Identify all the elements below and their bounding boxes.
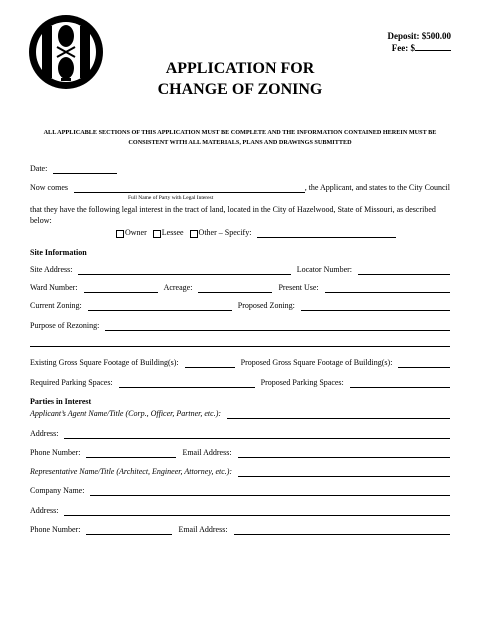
- other-label: Other – Specify:: [198, 228, 252, 237]
- ward-number-label: Ward Number:: [30, 283, 78, 292]
- interest-text: that they have the following legal interest in the tract of land, located in the City of Hazelwood, State of Missouri, as described below:: [30, 205, 436, 225]
- title-line-1: APPLICATION FOR: [165, 60, 315, 77]
- representative-email-label: Email Address:: [178, 525, 228, 534]
- representative-field[interactable]: [238, 468, 450, 477]
- lessee-checkbox[interactable]: [153, 230, 161, 238]
- date-field[interactable]: [53, 165, 117, 174]
- present-use-field[interactable]: [325, 284, 450, 293]
- current-zoning-field[interactable]: [88, 302, 232, 311]
- site-address-label: Site Address:: [30, 265, 73, 274]
- agent-phone-label: Phone Number:: [30, 448, 81, 457]
- purpose-field-line-2[interactable]: [30, 338, 450, 347]
- owner-label: Owner: [125, 228, 147, 237]
- agent-address-label: Address:: [30, 429, 59, 438]
- representative-email-field[interactable]: [234, 526, 450, 535]
- required-parking-label: Required Parking Spaces:: [30, 378, 113, 387]
- representative-phone-field[interactable]: [86, 526, 172, 535]
- agent-email-label: Email Address:: [182, 448, 232, 457]
- proposed-gsf-label: Proposed Gross Square Footage of Building(s):: [240, 358, 393, 367]
- date-label: Date:: [30, 164, 48, 173]
- lessee-label: Lessee: [161, 228, 184, 237]
- present-use-label: Present Use:: [278, 283, 319, 292]
- notice-text: ALL APPLICABLE SECTIONS OF THIS APPLICATION MUST BE COMPLETE AND THE INFORMATION CONTAINED HEREIN MUST BE CONSISTENT WITH ALL MATERIALS, PLANS AND DRAWINGS SUBMITTED: [43, 129, 437, 146]
- proposed-parking-field[interactable]: [350, 379, 450, 388]
- parties-heading: Parties in Interest: [30, 397, 92, 406]
- representative-address-label: Address:: [30, 506, 59, 515]
- acreage-label: Acreage:: [163, 283, 193, 292]
- existing-gsf-field[interactable]: [185, 359, 235, 368]
- proposed-gsf-field[interactable]: [398, 359, 450, 368]
- agent-phone-field[interactable]: [86, 449, 176, 458]
- party-name-field[interactable]: [74, 184, 305, 193]
- owner-checkbox[interactable]: [116, 230, 124, 238]
- ward-number-field[interactable]: [84, 284, 158, 293]
- locator-number-label: Locator Number:: [296, 265, 352, 274]
- acreage-field[interactable]: [198, 284, 272, 293]
- agent-label: Applicant’s Agent Name/Title (Corp., Officer, Partner, etc.):: [30, 409, 222, 418]
- proposed-zoning-label: Proposed Zoning:: [237, 301, 295, 310]
- applicant-suffix: , the Applicant, and states to the City Council: [304, 183, 450, 192]
- other-specify-field[interactable]: [257, 229, 396, 238]
- party-caption: Full Name of Party with Legal Interest: [128, 195, 214, 201]
- fee-label: Fee: $: [391, 43, 415, 53]
- fee-field[interactable]: [415, 42, 451, 51]
- agent-address-field[interactable]: [64, 430, 450, 439]
- locator-number-field[interactable]: [358, 266, 450, 275]
- agent-email-field[interactable]: [238, 449, 450, 458]
- proposed-zoning-field[interactable]: [301, 302, 450, 311]
- representative-address-field[interactable]: [64, 507, 450, 516]
- required-parking-field[interactable]: [119, 379, 255, 388]
- site-address-field[interactable]: [78, 266, 290, 275]
- title-line-2: CHANGE OF ZONING: [157, 81, 323, 98]
- company-name-field[interactable]: [90, 487, 450, 496]
- now-comes-label: Now comes: [30, 183, 68, 192]
- representative-label: Representative Name/Title (Architect, Engineer, Attorney, etc.):: [30, 467, 233, 476]
- proposed-parking-label: Proposed Parking Spaces:: [260, 378, 344, 387]
- existing-gsf-label: Existing Gross Square Footage of Building(s):: [30, 358, 179, 367]
- current-zoning-label: Current Zoning:: [30, 301, 82, 310]
- other-checkbox[interactable]: [190, 230, 198, 238]
- deposit-text: Deposit: $500.00: [387, 31, 451, 41]
- page-title: [0, 58, 480, 100]
- fee-block: [388, 30, 452, 54]
- representative-phone-label: Phone Number:: [30, 525, 81, 534]
- purpose-field[interactable]: [105, 322, 450, 331]
- site-heading: Site Information: [30, 248, 87, 257]
- company-name-label: Company Name:: [30, 486, 85, 495]
- agent-field[interactable]: [227, 410, 450, 419]
- purpose-label: Purpose of Rezoning:: [30, 321, 100, 330]
